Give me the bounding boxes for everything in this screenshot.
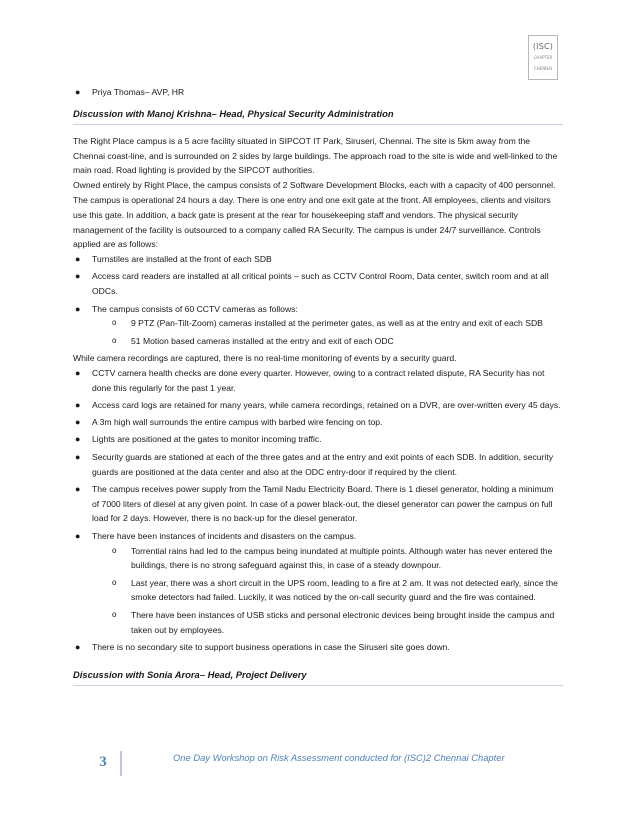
list-item <box>73 85 563 100</box>
footer-title: One Day Workshop on Risk Assessment conducted for (ISC)2 Chennai Chapter <box>173 752 505 763</box>
page-number: 3 <box>99 754 107 770</box>
circle-bullet-icon: o <box>112 335 117 345</box>
controls-list-continued <box>73 366 563 655</box>
section-heading-physical-security: Discussion with Manoj Krishna– Head, Physical Security Administration <box>73 106 563 125</box>
list-item <box>73 252 563 267</box>
isc2-chennai-logo <box>528 35 558 80</box>
attendee-list <box>73 85 563 100</box>
logo-text: (ISC) <box>532 42 554 51</box>
bullet-icon: ● <box>75 367 81 378</box>
attendee-text: Priya Thomas– AVP, HR <box>92 87 185 97</box>
bullet-icon: ● <box>75 641 81 652</box>
footer-divider <box>120 751 122 776</box>
circle-bullet-icon: o <box>112 545 117 555</box>
list-item-text: CCTV camera health checks are done every quarter. However, owing to a contract related dispute, RA Security has not done this regularly for the past 1 year. <box>92 367 545 393</box>
list-item <box>73 450 563 480</box>
controls-list <box>73 252 563 348</box>
list-item <box>73 640 563 655</box>
bullet-icon: ● <box>75 434 81 445</box>
sub-list-item <box>109 316 563 331</box>
list-item-text: A 3m high wall surrounds the entire campus with barbed wire fencing on top. <box>92 417 383 428</box>
circle-bullet-icon: o <box>112 577 117 587</box>
list-item <box>73 432 563 447</box>
bullet-icon: ● <box>75 254 81 265</box>
circle-bullet-icon: o <box>112 318 117 328</box>
bullet-icon: ● <box>75 417 81 428</box>
bullet-icon: ● <box>75 87 81 97</box>
bullet-icon: ● <box>75 530 81 541</box>
list-item-text: Security guards are stationed at each of the three gates and at the entry and exit points of each SDB. In addition, security guards are positioned at the data center and also at the ODC entry-door if required by the client. <box>92 451 553 477</box>
list-item <box>73 269 563 299</box>
page-footer <box>73 751 563 775</box>
list-item <box>73 529 563 638</box>
sub-list-item <box>109 334 563 349</box>
cctv-sublist <box>92 316 563 348</box>
sub-list-item-text: 9 PTZ (Pan-Tilt-Zoom) cameras installed at the perimeter gates, as well as at the entry and exit of each SDB <box>131 318 543 329</box>
paragraph-campus-location: The Right Place campus is a 5 acre facility situated in SIPCOT IT Park, Siruseri, Chennai. The site is 5km away from the Chennai coast-line, and is surrounded on 2 sides by large buildings. The approach road to the site is wide and well-linked to the main road. Road lighting is provided by the SIPCOT authorities. <box>73 135 558 176</box>
list-item <box>73 482 563 526</box>
bullet-icon: ● <box>75 483 81 494</box>
list-item-text: There have been instances of incidents and disasters on the campus. <box>92 530 357 541</box>
list-item <box>73 415 563 430</box>
list-item <box>73 398 563 413</box>
list-item-text: The campus consists of 60 CCTV cameras as follows: <box>92 303 298 314</box>
bullet-icon: ● <box>75 303 81 314</box>
sub-list-item-text: There have been instances of USB sticks and personal electronic devices being brought inside the campus and taken out by employees. <box>131 609 555 635</box>
bullet-icon: ● <box>75 399 81 410</box>
sub-list-item <box>109 576 563 606</box>
logo-city-text: CHENNAI <box>533 66 553 71</box>
list-item-text: The campus receives power supply from the Tamil Nadu Electricity Board. There is 1 diesel generator, holding a minimum of 7000 liters of diesel at any given point. In case of a power black-out, the diesel generator can power the campus on full load for 2 days. However, there is no back-up for the diesel generator. <box>92 483 554 524</box>
sub-list-item-text: 51 Motion based cameras installed at the entry and exit of each ODC <box>131 335 394 346</box>
list-item-text: Access card logs are retained for many years, while camera recordings, retained on a DVR, are over-written every 45 days. <box>92 399 561 410</box>
logo-chapter-text: CHAPTER <box>533 55 553 60</box>
sub-list-item-text: Last year, there was a short circuit in the UPS room, leading to a fire at 2 am. It was not detected early, since the smoke detectors had failed. Luckily, it was noticed by the on-call security guard and the fire was contained. <box>131 577 558 603</box>
section-heading-project-delivery: Discussion with Sonia Arora– Head, Project Delivery <box>73 667 563 686</box>
sub-list-item <box>109 608 563 638</box>
cctv-monitoring-note: While camera recordings are captured, there is no real-time monitoring of events by a security guard. <box>73 352 457 363</box>
list-item-text: There is no secondary site to support business operations in case the Siruseri site goes down. <box>92 641 450 652</box>
bullet-icon: ● <box>75 451 81 462</box>
document-body <box>73 85 563 695</box>
paragraph-campus-ownership: Owned entirely by Right Place, the campus consists of 2 Software Development Blocks, each with a capacity of 400 personnel. The campus is operational 24 hours a day. There is one entry and one exit gate at the front. All employees, clients and visitors use this gate. In addition, a back gate is present at the rear for housekeeping staff and vendors. The physical security management of the facility is outsourced to a company called RA Security. The campus is under 24/7 surveillance. Controls applied are as follows: <box>73 180 556 250</box>
sub-list-item-text: Torrential rains had led to the campus being inundated at multiple points. Although water has never entered the buildings, there is no strong safeguard against this, in case of a steady downpour. <box>131 545 553 571</box>
bullet-icon: ● <box>75 271 81 282</box>
sub-list-item <box>109 544 563 574</box>
list-item <box>73 302 563 349</box>
circle-bullet-icon: o <box>112 609 117 619</box>
incidents-sublist <box>92 544 563 638</box>
list-item-text: Access card readers are installed at all critical points – such as CCTV Control Room, Data center, switch room and at all ODCs. <box>92 271 549 297</box>
list-item <box>73 366 563 396</box>
list-item-text: Turnstiles are installed at the front of each SDB <box>92 254 272 265</box>
list-item-text: Lights are positioned at the gates to monitor incoming traffic. <box>92 434 322 445</box>
